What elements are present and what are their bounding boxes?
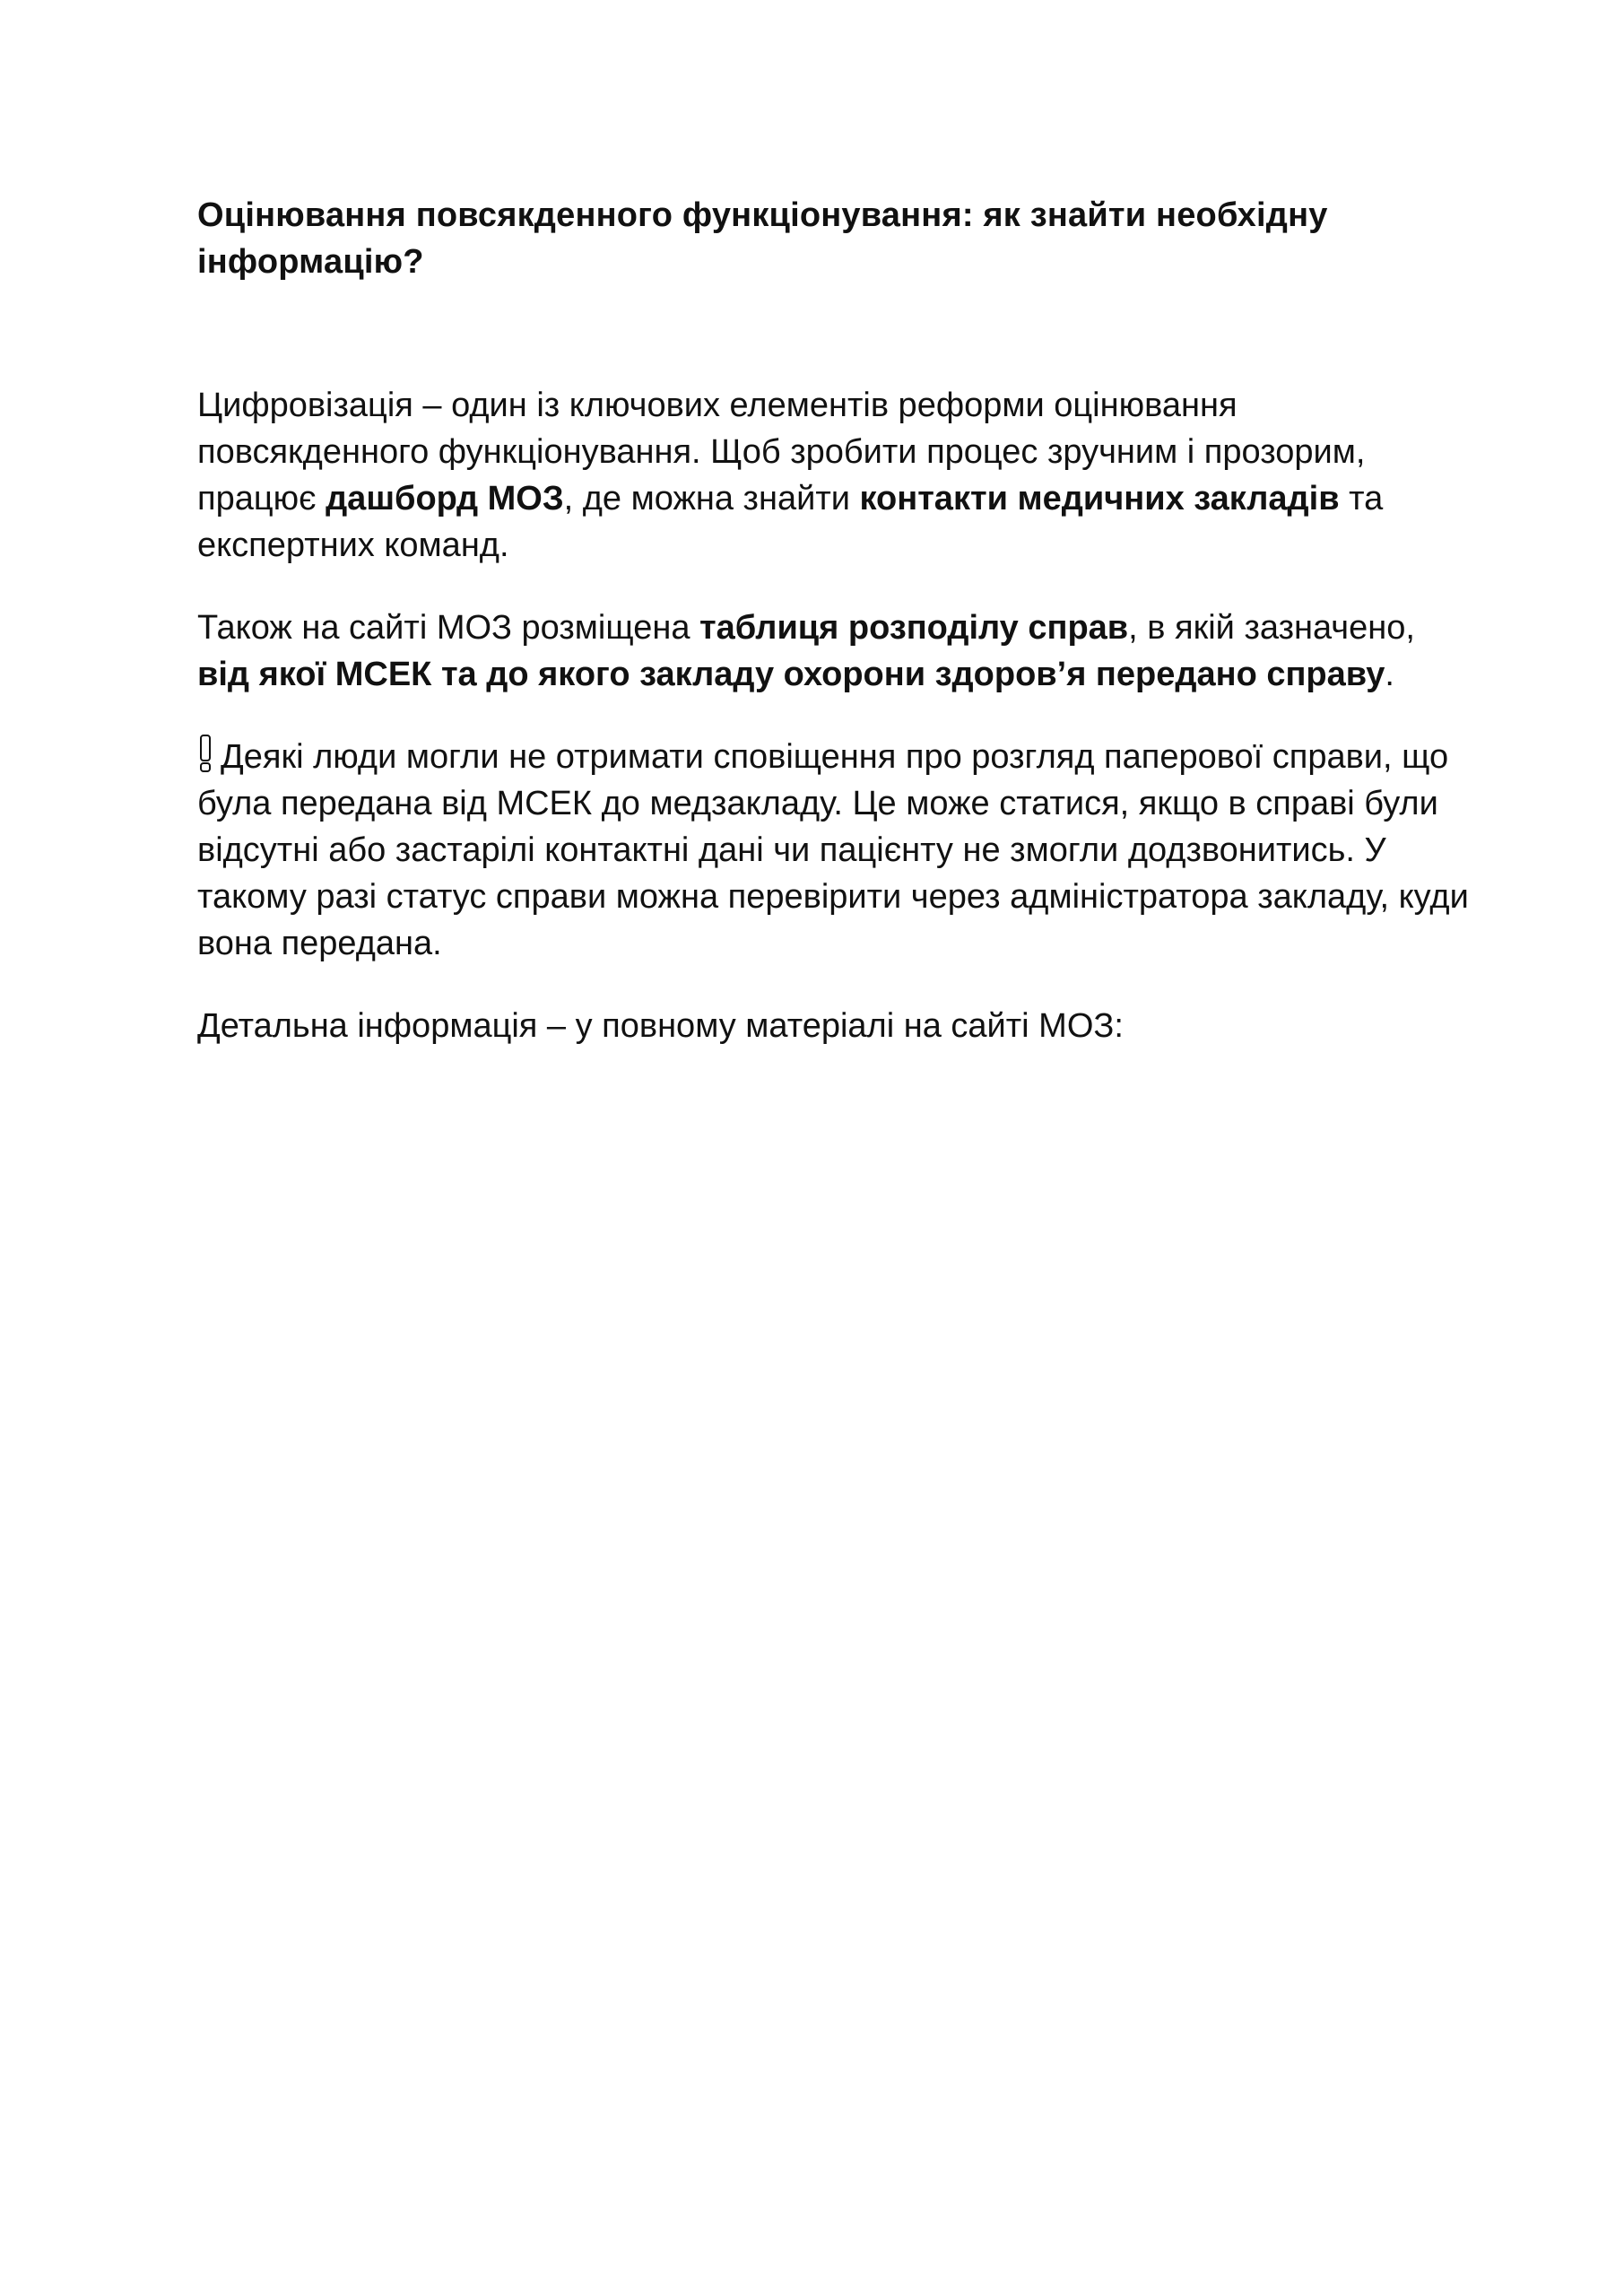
distribution-table-text: таблиця розподілу справ	[699, 609, 1129, 647]
warning-text: Деякі люди могли не отримати сповіщення про розгляд паперової справи, що була передана від МСЕК до медзакладу. Це може статися, якщо в справі були відсутні або застарілі контактні дані чи пацієнту не змогли додзвонитись. У такому разі статус справи можна перевірити через адміністратора закладу, куди вона передана.	[197, 738, 1469, 962]
paragraph-more-info	[197, 1003, 1471, 1049]
paragraph-text: та експертних команд.	[197, 480, 1384, 564]
paragraph-notification-warning	[197, 734, 1471, 967]
moz-dashboard-text: дашборд МОЗ	[326, 480, 564, 517]
transfer-info-text: від якої МСЕК та до якого закладу охорони здоров’я передано справу	[197, 656, 1385, 693]
exclamation-icon	[197, 734, 213, 773]
paragraph-text: Цифровізація – один із ключових елементів реформи оцінювання повсякденного функціонування. Щоб зробити процес зручним і прозорим, працює	[197, 387, 1366, 517]
paragraph-text: , де можна знайти	[563, 480, 860, 517]
document-content	[197, 192, 1471, 1049]
document-title: Оцінювання повсякденного функціонування: як знайти необхідну інформацію?	[197, 196, 1328, 281]
paragraph-text: , в якій зазначено,	[1128, 609, 1415, 647]
paragraph-digitalization	[197, 382, 1471, 569]
paragraph-distribution-table	[197, 604, 1471, 698]
paragraph-text: Також на сайті МОЗ розміщена	[197, 609, 700, 647]
more-info-text: Детальна інформація – у повному матеріалі на сайті МОЗ:	[197, 1007, 1124, 1045]
paragraph-text: .	[1385, 656, 1394, 693]
medical-contacts-text: контакти медичних закладів	[859, 480, 1340, 517]
